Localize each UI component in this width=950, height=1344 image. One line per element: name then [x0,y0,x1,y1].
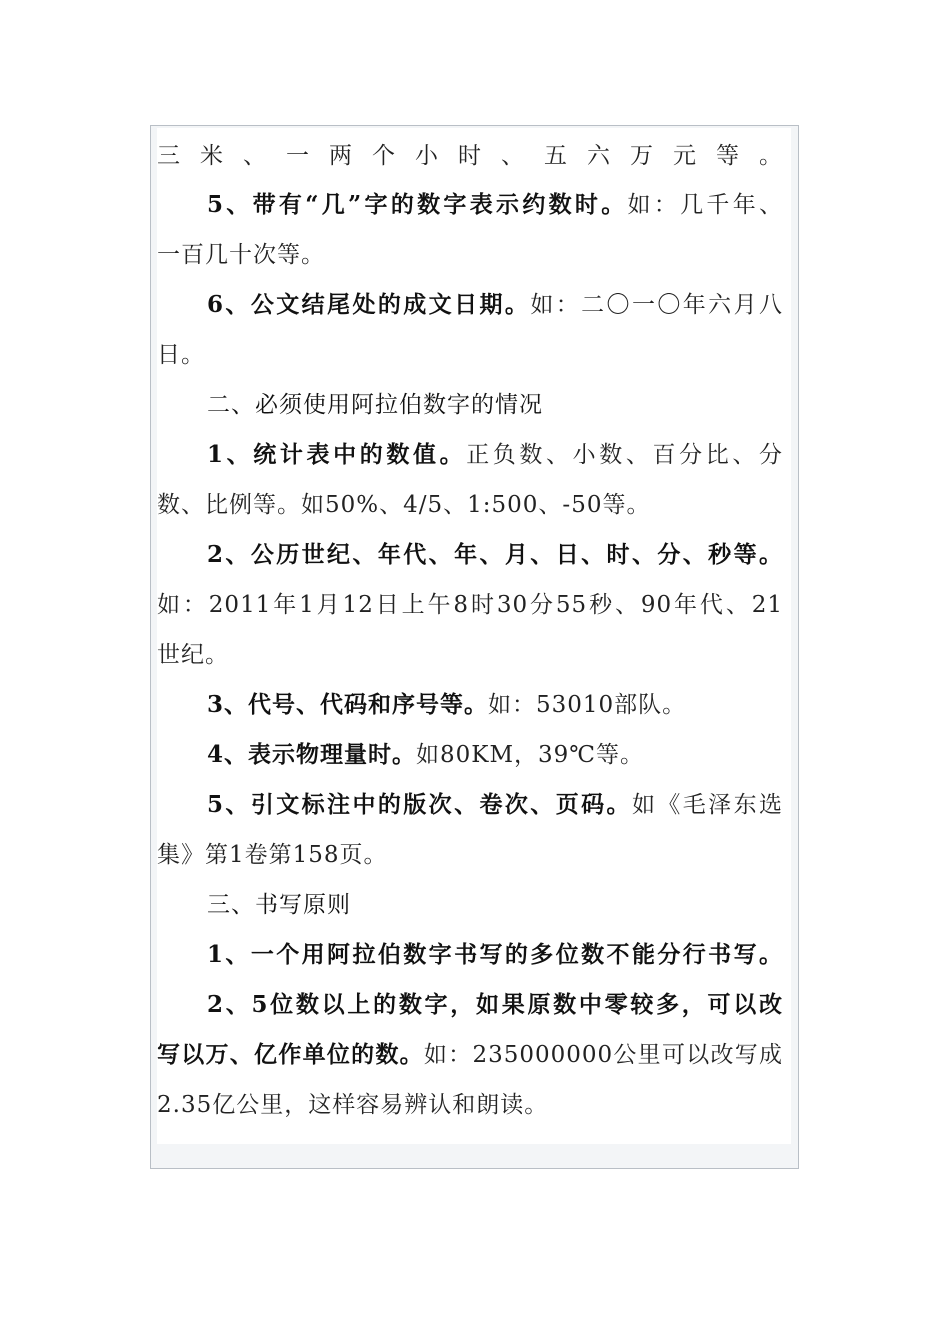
body-text: 如：2011年1月12日上午8时30分55秒、90年代、21 [157,592,783,618]
text-line [157,1038,783,1072]
heading-text: 二、必须使用阿拉伯数字的情况 [207,392,543,418]
body-text: 集》第1卷第158页。 [157,842,388,868]
body-text: 数、比例等。如50%、4/5、1:500、-50等。 [157,492,651,518]
body-text: 2.35亿公里，这样容易辨认和朗读。 [157,1092,549,1118]
text-line [157,638,797,672]
bold-text: 写以万、亿作单位的数。 [157,1041,424,1068]
bold-text: 1、一个用阿拉伯数字书写的多位数不能分行书写。 [207,941,783,968]
text-line [157,139,783,173]
section-heading [157,388,797,422]
text-line [157,988,783,1022]
body-text: 三米、一两个小时、五六万元等。 [157,143,783,169]
document-frame [150,125,799,1169]
text-line [157,688,797,722]
text-line [157,488,797,522]
text-line [157,788,783,822]
text-line [157,238,797,272]
body-text: 如80KM，39℃等。 [416,742,645,768]
heading-text: 三、书写原则 [207,892,351,918]
text-line [157,938,783,972]
body-text: 日。 [157,342,205,368]
bold-text: 5、引文标注中的版次、卷次、页码。 [207,791,632,818]
text-line [157,538,783,572]
bold-text: 6、公文结尾处的成文日期。 [207,291,531,318]
text-line [157,1088,797,1122]
text-line [157,838,797,872]
text-line [157,188,783,222]
body-text: 如：几千年、 [627,192,783,218]
text-line [157,288,783,322]
text-line [157,338,797,372]
body-text: 一百几十次等。 [157,242,325,268]
body-text: 如：235000000公里可以改写成 [423,1042,784,1068]
text-line [157,588,783,622]
text-line [157,738,797,772]
section-heading [157,888,797,922]
bold-text: 2、公历世纪、年代、年、月、日、时、分、秒等。 [207,541,783,568]
bold-text: 4、表示物理量时。 [207,741,417,768]
bold-text: 5、带有“几”字的数字表示约数时。 [207,191,628,218]
body-text: 如《毛泽东选 [631,792,783,818]
bold-text: 1、统计表中的数值。 [207,441,467,468]
body-text: 正负数、小数、百分比、分 [466,442,783,468]
bold-text: 2、5位数以上的数字，如果原数中零较多，可以改 [207,991,783,1018]
body-text: 如：53010部队。 [488,692,687,718]
text-line [157,438,783,472]
bold-text: 3、代号、代码和序号等。 [207,691,489,718]
body-text: 世纪。 [157,642,229,668]
body-text: 如：二〇一〇年六月八 [530,292,783,318]
document-page [157,128,791,1144]
